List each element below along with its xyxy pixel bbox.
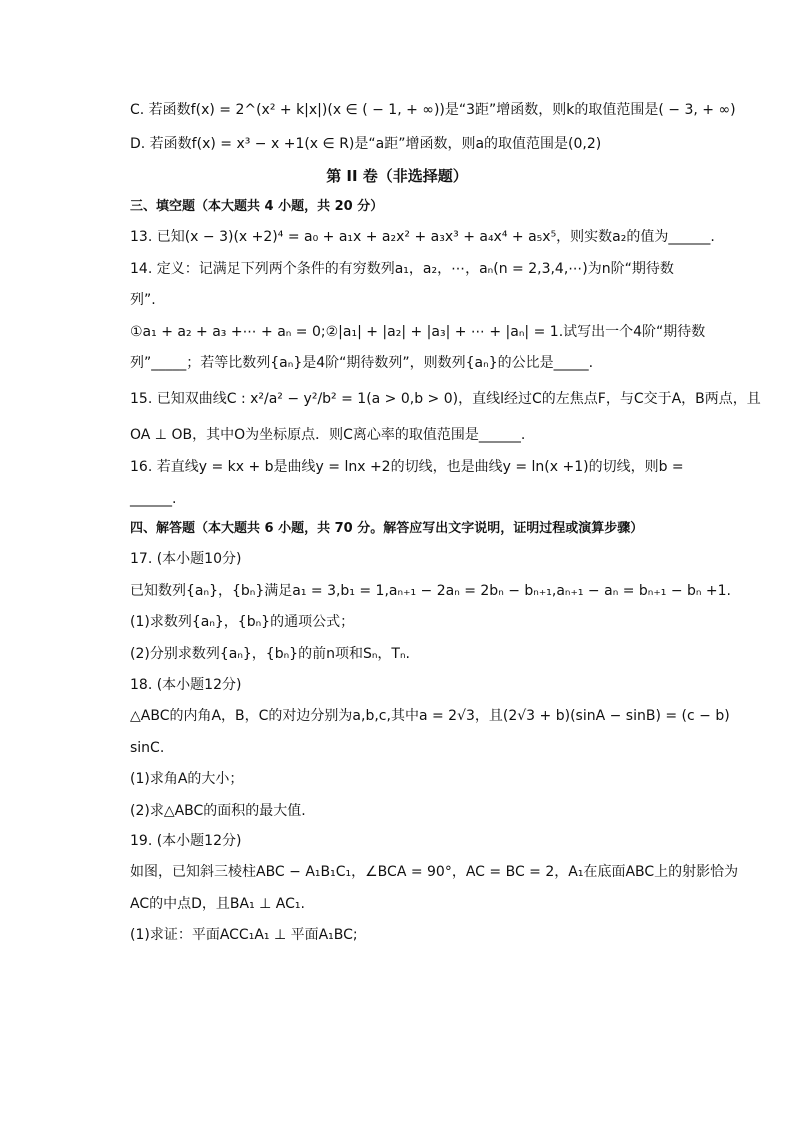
question-16-line2: ______. [130, 491, 177, 507]
question-17-part1: (1)求数列{aₙ}，{bₙ}的通项公式； [130, 614, 355, 630]
question-14-line3: ①a₁ + a₂ + a₃ +⋯ + aₙ = 0;②|a₁| + |a₂| + |a₃| + ⋯ + |aₙ| = 1.试写出一个4阶“期待数 [130, 324, 706, 340]
question-18-stem-cont: sinC. [130, 740, 165, 756]
question-15-line2: OA ⊥ OB，其中O为坐标原点．则C离心率的取值范围是______. [130, 427, 526, 443]
question-17-header: 17. (本小题10分) [130, 551, 242, 567]
question-19-stem-cont: AC的中点D，且BA₁ ⊥ AC₁. [130, 896, 305, 912]
question-18-part1: (1)求角A的大小； [130, 771, 244, 787]
question-17-stem: 已知数列{aₙ}，{bₙ}满足a₁ = 3,b₁ = 1,aₙ₊₁ − 2aₙ = 2bₙ − bₙ₊₁,aₙ₊₁ − aₙ = bₙ₊₁ − bₙ +1. [130, 583, 732, 599]
fill-blank-heading: 三、填空题（本大题共 4 小题，共 20 分） [130, 199, 384, 214]
question-16-line1: 16. 若直线y = kx + b是曲线y = lnx +2的切线，也是曲线y = ln(x +1)的切线，则b = [130, 459, 684, 475]
question-14-line4: 列”_____；若等比数列{aₙ}是4阶“期待数列”，则数列{aₙ}的公比是_____. [130, 355, 594, 371]
answer-heading: 四、解答题（本大题共 6 小题，共 70 分。解答应写出文字说明，证明过程或演算步骤） [130, 521, 644, 536]
option-d: D. 若函数f(x) = x³ − x +1(x ∈ R)是“a距”增函数，则a的取值范围是(0,2) [130, 136, 602, 152]
question-18-stem: △ABC的内角A，B，C的对边分别为a,b,c,其中a = 2√3，且(2√3 + b)(sinA − sinB) = (c − b) [130, 708, 730, 724]
section-title: 第 II 卷（非选择题） [326, 167, 468, 185]
question-19-header: 19. (本小题12分) [130, 833, 242, 849]
question-19-part1: (1)求证：平面ACC₁A₁ ⊥ 平面A₁BC; [130, 927, 358, 943]
question-15-line1: 15. 已知双曲线C : x²/a² − y²/b² = 1(a > 0,b > 0)，直线l经过C的左焦点F，与C交于A，B两点，且 [130, 391, 761, 407]
question-17-part2: (2)分别求数列{aₙ}，{bₙ}的前n项和Sₙ，Tₙ. [130, 646, 410, 662]
option-c: C. 若函数f(x) = 2^(x² + k|x|)(x ∈ ( − 1, + ∞))是“3距”增函数，则k的取值范围是( − 3, + ∞) [130, 102, 736, 118]
question-18-part2: (2)求△ABC的面积的最大值. [130, 803, 306, 819]
question-19-stem: 如图，已知斜三棱柱ABC − A₁B₁C₁，∠BCA = 90°，AC = BC = 2，A₁在底面ABC上的射影恰为 [130, 864, 739, 880]
question-18-header: 18. (本小题12分) [130, 677, 242, 693]
question-14-line1: 14. 定义：记满足下列两个条件的有穷数列a₁，a₂，⋯，aₙ(n = 2,3,4,⋯)为n阶“期待数 [130, 261, 674, 277]
question-14-line2: 列”. [130, 292, 156, 308]
question-13: 13. 已知(x − 3)(x +2)⁴ = a₀ + a₁x + a₂x² + a₃x³ + a₄x⁴ + a₅x⁵，则实数a₂的值为______. [130, 229, 715, 245]
